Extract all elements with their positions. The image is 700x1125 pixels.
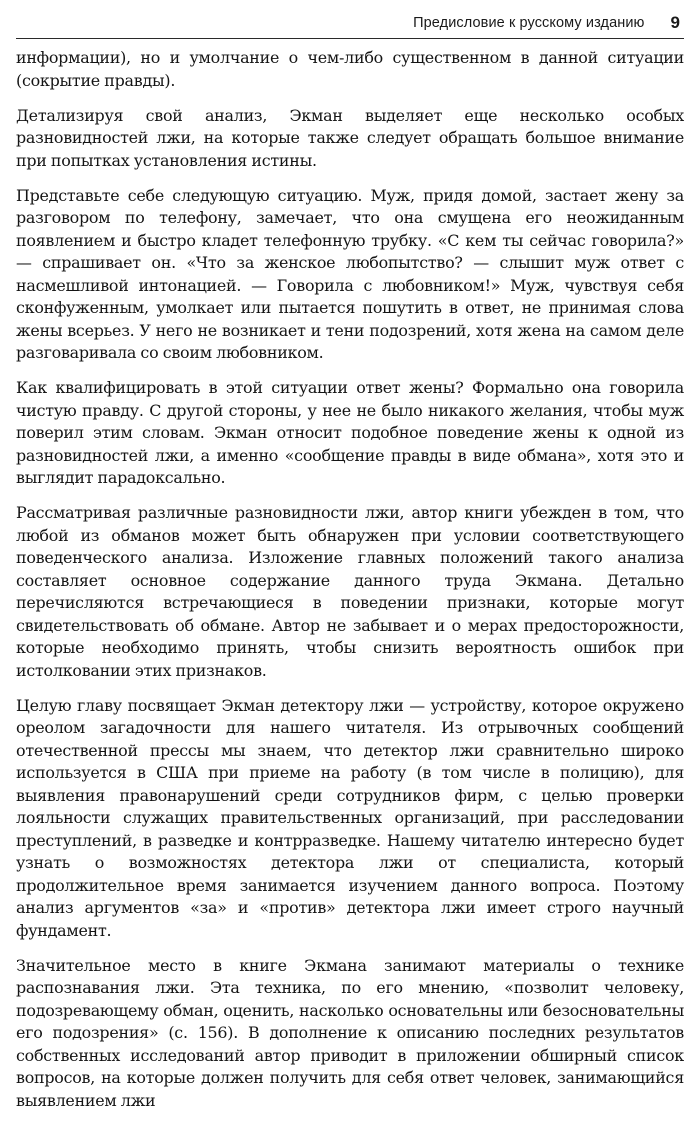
paragraph: Значительное место в книге Экмана занимают материалы о технике распознавания лжи. Эта техника, по его мнению, «позволит человеку, подозревающему обман, оценить, насколько основательны или безосновательны его подозрения» (с. 156). В дополнение к описанию последних результатов собственных исследований автор приводит в приложении обширный список вопросов, на которые должен получить для себя ответ человек, занимающийся выявлением лжи (16, 955, 684, 1110)
paragraph: Как квалифицировать в этой ситуации ответ жены? Формально она говорила чистую правду. С другой стороны, у нее не было никакого желания, чтобы муж поверил этим словам. Экман относит подобное поведение жены к одной из разновидностей лжи, а именно «сообщение правды в виде обмана», хотя это и выглядит парадоксально. (16, 378, 684, 487)
paragraph: информации), но и умолчание о чем-либо существенном в данной ситуации (сокрытие правды). (16, 48, 684, 90)
running-head (16, 8, 684, 38)
running-title: Предисловие к русскому изданию (413, 15, 645, 31)
page-number: 9 (670, 13, 680, 32)
header-rule (16, 38, 684, 39)
paragraph: Целую главу посвящает Экман детектору лжи — устройству, которое окружено ореолом загадочности для нашего читателя. Из отрывочных сообщений отечественной прессы мы знаем, что детектор лжи сравнительно широко используется в США при приеме на работу (в том числе в полицию), для выявления правонарушений среди сотрудников фирм, с целью проверки лояльности служащих правительственных организаций, при расследовании преступлений, в разведке и контрразведке. Нашему читателю интересно будет узнать о возможностях детектора лжи от специалиста, который продолжительное время занимается изучением данного вопроса. Поэтому анализ аргументов «за» и «против» детектора лжи имеет строго научный фундамент. (16, 695, 684, 940)
paragraph: Детализируя свой анализ, Экман выделяет еще несколько особых разновидностей лжи, на которые также следует обращать большое внимание при попытках установления истины. (16, 105, 684, 170)
book-page (16, 0, 684, 1110)
paragraph: Рассматривая различные разновидности лжи, автор книги убежден в том, что любой из обманов может быть обнаружен при условии соответствующего поведенческого анализа. Изложение главных положений такого анализа составляет основное содержание данного труда Экмана. Детально перечисляются встречающиеся в поведении признаки, которые могут свидетельствовать об обмане. Автор не забывает и о мерах предосторожности, которые необходимо принять, чтобы снизить вероятность ошибок при истолковании этих признаков. (16, 503, 684, 680)
body-text (16, 47, 684, 1125)
paragraph: Представьте себе следующую ситуацию. Муж, придя домой, застает жену за разговором по телефону, замечает, что она смущена его неожиданным появлением и быстро кладет телефонную трубку. «С кем ты сейчас говорила?» — спрашивает он. «Что за женское любопытство? — слышит муж ответ с насмешливой интонацией. — Говорила с любовником!» Муж, чувствуя себя сконфуженным, умолкает или пытается пошутить в ответ, не принимая слова жены всерьез. У него не возникает и тени подозрений, хотя жена на самом деле разговаривала со своим любовником. (16, 185, 684, 362)
